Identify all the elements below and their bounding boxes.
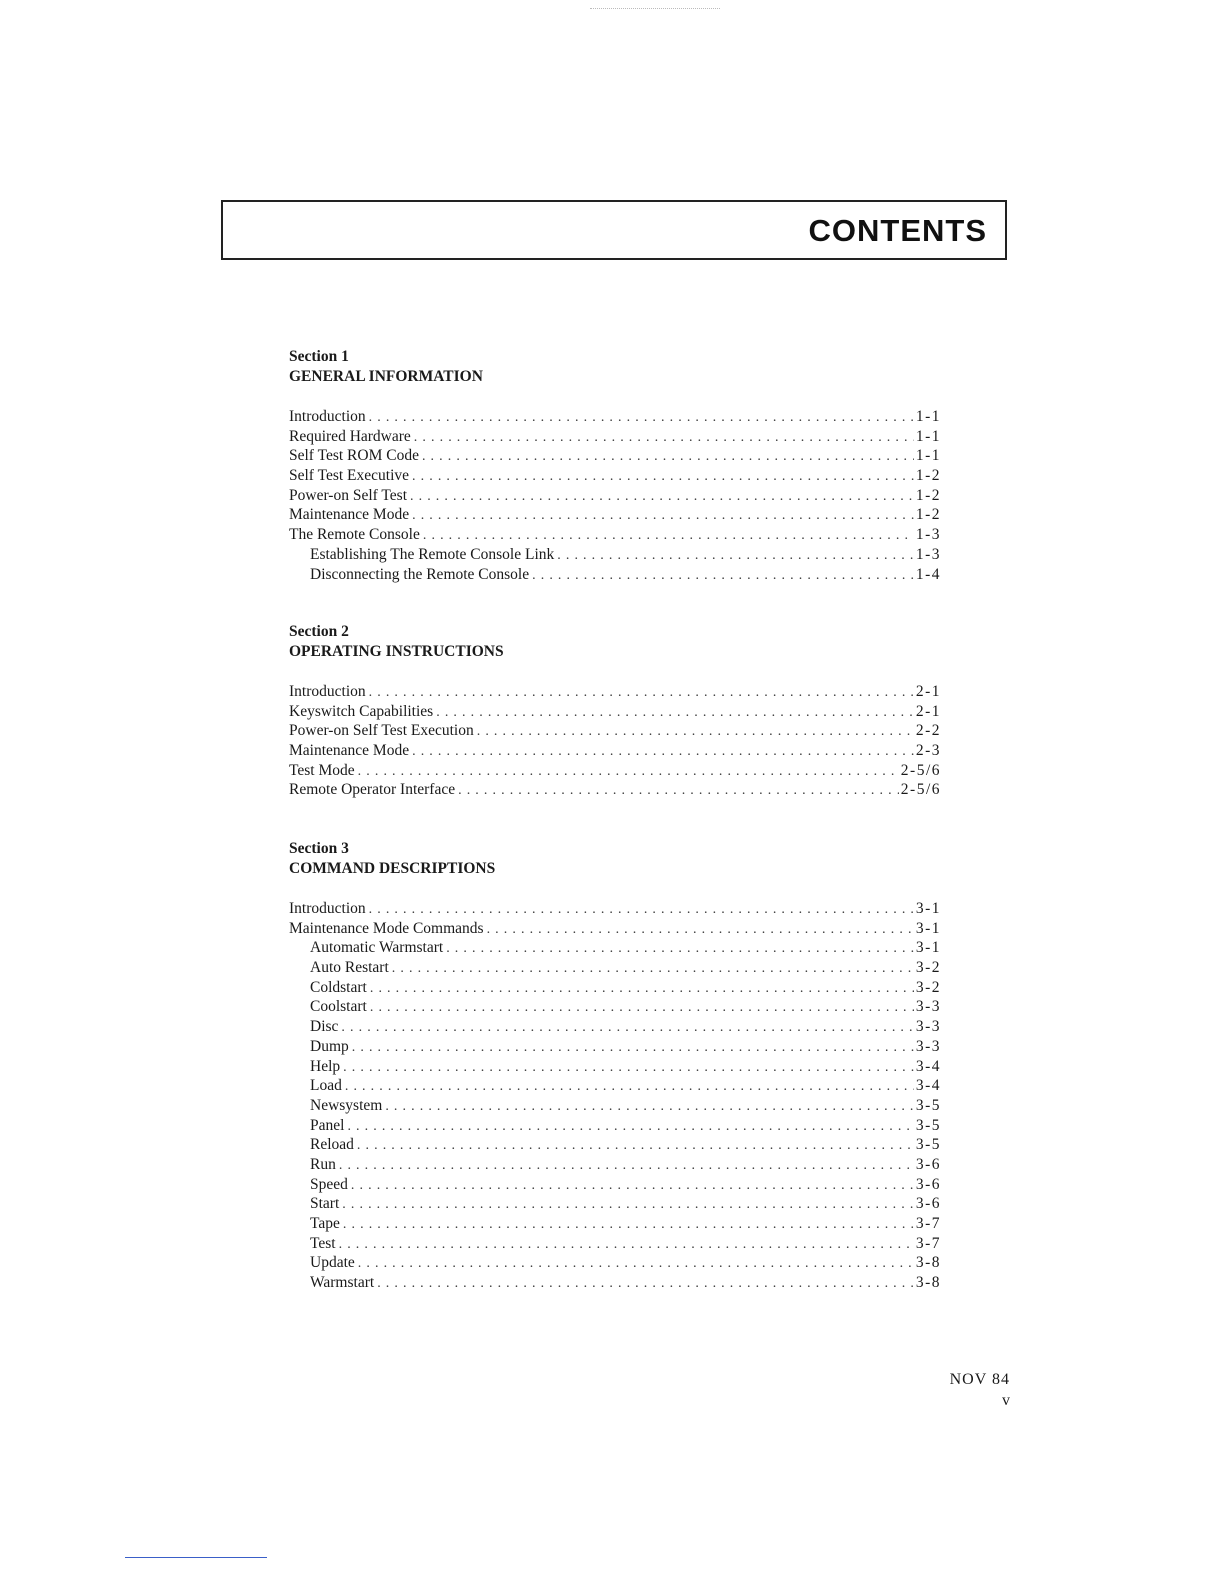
toc-entry: [289, 1057, 941, 1077]
section-entries: [289, 407, 941, 584]
toc-entry-title: Newsystem: [310, 1096, 383, 1114]
toc-entry-title: Introduction: [289, 408, 366, 425]
toc-entry-page: 3-6: [915, 1155, 941, 1173]
toc-entry-page: 3-7: [915, 1215, 941, 1232]
dot-leader: [446, 939, 914, 958]
dot-leader: [339, 1235, 914, 1254]
toc-entry: [289, 978, 941, 998]
dot-leader: [385, 1097, 914, 1116]
toc-entry-title: Maintenance Mode: [289, 506, 410, 524]
dot-leader: [358, 1254, 914, 1273]
toc-entry-page: 3-3: [915, 998, 941, 1016]
toc-entry: [289, 780, 941, 800]
dot-leader: [347, 1117, 913, 1136]
toc-entry: [289, 761, 941, 781]
toc-entry: [289, 899, 941, 919]
toc-entry-page: 1-2: [915, 467, 941, 485]
section-entries: [289, 682, 941, 800]
dot-leader: [532, 566, 914, 585]
toc-entry-page: 3-3: [915, 1018, 941, 1036]
toc-entry-title: Dump: [310, 1037, 349, 1055]
toc-entry-title: Maintenance Mode Commands: [289, 919, 484, 937]
dot-leader: [477, 722, 914, 741]
dot-leader: [352, 1038, 914, 1057]
toc-entry: [289, 919, 941, 939]
dot-leader: [358, 762, 899, 781]
toc-entry-title: Self Test Executive: [289, 467, 410, 485]
toc-entry-page: 1-3: [915, 526, 941, 544]
toc-entry-title: Introduction: [289, 683, 366, 700]
toc-entry-title: Disc: [310, 1018, 339, 1036]
toc-entry: [289, 1253, 941, 1273]
toc-entry-title: Coldstart: [310, 978, 367, 996]
toc-entry-title: Remote Operator Interface: [289, 781, 456, 799]
section-title: GENERAL INFORMATION: [289, 368, 483, 385]
dot-leader: [557, 546, 914, 565]
toc-section-1: [289, 347, 941, 584]
dot-leader: [370, 979, 914, 998]
toc-entry-page: 3-1: [915, 939, 941, 957]
toc-entry: [289, 407, 941, 427]
section-title: COMMAND DESCRIPTIONS: [289, 860, 496, 877]
dot-leader: [370, 998, 914, 1017]
toc-entry-title: Required Hardware: [289, 427, 411, 445]
toc-entry: [289, 682, 941, 702]
toc-entry: [289, 721, 941, 741]
toc-entry: [289, 997, 941, 1017]
section-label: Section 1: [289, 348, 349, 365]
toc-entry-title: Start: [310, 1195, 340, 1213]
section-label: Section 3: [289, 840, 349, 857]
toc-entry-page: 3-6: [915, 1175, 941, 1193]
toc-entry-title: Reload: [310, 1136, 354, 1154]
toc-entry-title: Help: [310, 1057, 341, 1075]
section-entries: [289, 899, 941, 1293]
toc-entry-page: 1-3: [915, 545, 941, 563]
toc-entry-page: 3-1: [915, 919, 941, 937]
toc-entry: [289, 938, 941, 958]
dot-leader: [487, 920, 914, 939]
toc-entry-title: Panel: [310, 1116, 345, 1134]
toc-entry: [289, 958, 941, 978]
dot-leader: [412, 467, 914, 486]
toc-entry-title: Automatic Warmstart: [310, 939, 444, 957]
toc-entry-page: 3-6: [915, 1195, 941, 1213]
toc-entry-title: Establishing The Remote Console Link: [310, 545, 555, 563]
contents-header-box: [221, 200, 1007, 260]
toc-entry: [289, 1116, 941, 1136]
dot-leader: [422, 447, 914, 466]
footer-date: NOV 84: [949, 1371, 1010, 1388]
toc-entry-page: 1-1: [915, 408, 941, 425]
section-label: Section 2: [289, 623, 349, 640]
toc-entry: [289, 1135, 941, 1155]
toc-entry-page: 3-1: [915, 900, 941, 917]
toc-entry-title: Tape: [310, 1215, 340, 1232]
dot-leader: [458, 781, 899, 800]
dot-leader: [369, 408, 914, 427]
toc-entry-page: 3-2: [915, 978, 941, 996]
toc-entry: [289, 525, 941, 545]
toc-entry: [289, 1214, 941, 1234]
toc-entry-page: 1-2: [915, 506, 941, 524]
toc-section-3: [289, 839, 941, 1293]
toc-entry-page: 3-4: [915, 1057, 941, 1075]
toc-entry: [289, 1096, 941, 1116]
toc-entry-title: Speed: [310, 1175, 348, 1193]
toc-entry-page: 3-8: [915, 1274, 941, 1292]
toc-entry-title: Run: [310, 1155, 336, 1173]
dot-leader: [392, 959, 914, 978]
toc-entry: [289, 1155, 941, 1175]
toc-entry-title: Test Mode: [289, 761, 355, 779]
toc-entry-title: Auto Restart: [310, 959, 389, 977]
page-number: v: [1002, 1392, 1010, 1409]
toc-entry-page: 3-7: [915, 1234, 941, 1252]
dot-leader: [377, 1274, 914, 1293]
toc-entry-title: Coolstart: [310, 998, 367, 1016]
dot-leader: [412, 742, 914, 761]
scan-speckles: [590, 8, 720, 11]
toc-entry: [289, 505, 941, 525]
toc-entry: [289, 545, 941, 565]
toc-entry-page: 1-2: [915, 486, 941, 504]
toc-entry: [289, 486, 941, 506]
toc-entry-page: 1-1: [915, 447, 941, 465]
toc-entry: [289, 1194, 941, 1214]
toc-entry-page: 3-3: [915, 1037, 941, 1055]
dot-leader: [341, 1018, 913, 1037]
toc-entry-title: Self Test ROM Code: [289, 447, 419, 465]
toc-entry-title: Disconnecting the Remote Console: [310, 565, 530, 583]
page-title: CONTENTS: [808, 213, 987, 248]
toc-entry: [289, 1273, 941, 1293]
toc-entry-page: 3-2: [915, 959, 941, 977]
toc-entry: [289, 1037, 941, 1057]
toc-entry-page: 1-4: [915, 565, 941, 583]
toc-entry-page: 3-8: [915, 1254, 941, 1272]
toc-entry-title: Introduction: [289, 900, 366, 917]
toc-entry-page: 3-5: [915, 1116, 941, 1134]
toc-entry: [289, 1076, 941, 1096]
toc-entry-title: Load: [310, 1077, 342, 1095]
toc-entry-page: 3-5: [915, 1136, 941, 1154]
toc-entry: [289, 741, 941, 761]
toc-section-2: [289, 622, 941, 800]
dot-leader: [339, 1156, 914, 1175]
toc-entry-title: Test: [310, 1234, 336, 1252]
section-title: OPERATING INSTRUCTIONS: [289, 643, 504, 660]
page-footer: [950, 1369, 1010, 1411]
toc-entry: [289, 427, 941, 447]
toc-entry: [289, 466, 941, 486]
dot-leader: [342, 1195, 914, 1214]
toc-entry-title: Maintenance Mode: [289, 742, 410, 760]
dot-leader: [351, 1176, 914, 1195]
dot-leader: [369, 683, 914, 702]
dot-leader: [343, 1058, 914, 1077]
dot-leader: [412, 506, 914, 525]
toc-entry-page: 1-1: [915, 427, 941, 445]
dot-leader: [414, 428, 914, 447]
toc-entry: [289, 565, 941, 585]
toc-entry-title: Warmstart: [310, 1274, 375, 1292]
toc-entry-page: 2-5/6: [900, 781, 941, 799]
dot-leader: [436, 703, 914, 722]
toc-entry: [289, 1017, 941, 1037]
toc-entry: [289, 446, 941, 466]
dot-leader: [345, 1077, 914, 1096]
toc-entry-page: 2-3: [915, 742, 941, 760]
toc-entry-title: Power-on Self Test: [289, 486, 407, 504]
dot-leader: [410, 487, 914, 506]
toc-entry-page: 2-2: [915, 722, 941, 740]
toc-entry-page: 3-5: [915, 1096, 941, 1114]
toc-entry-page: 2-1: [915, 702, 941, 720]
scan-edge-mark: [125, 1557, 267, 1558]
dot-leader: [369, 900, 914, 919]
toc-entry: [289, 1175, 941, 1195]
dot-leader: [357, 1136, 914, 1155]
toc-entry-page: 2-1: [915, 683, 941, 700]
toc-entry-title: Update: [310, 1254, 355, 1272]
toc-entry-title: Power-on Self Test Execution: [289, 722, 474, 740]
toc-entry: [289, 702, 941, 722]
toc-entry-page: 3-4: [915, 1077, 941, 1095]
dot-leader: [343, 1215, 914, 1234]
toc-entry: [289, 1234, 941, 1254]
toc-entry-title: Keyswitch Capabilities: [289, 702, 434, 720]
dot-leader: [423, 526, 914, 545]
toc-entry-title: The Remote Console: [289, 526, 420, 544]
toc-entry-page: 2-5/6: [900, 761, 941, 779]
